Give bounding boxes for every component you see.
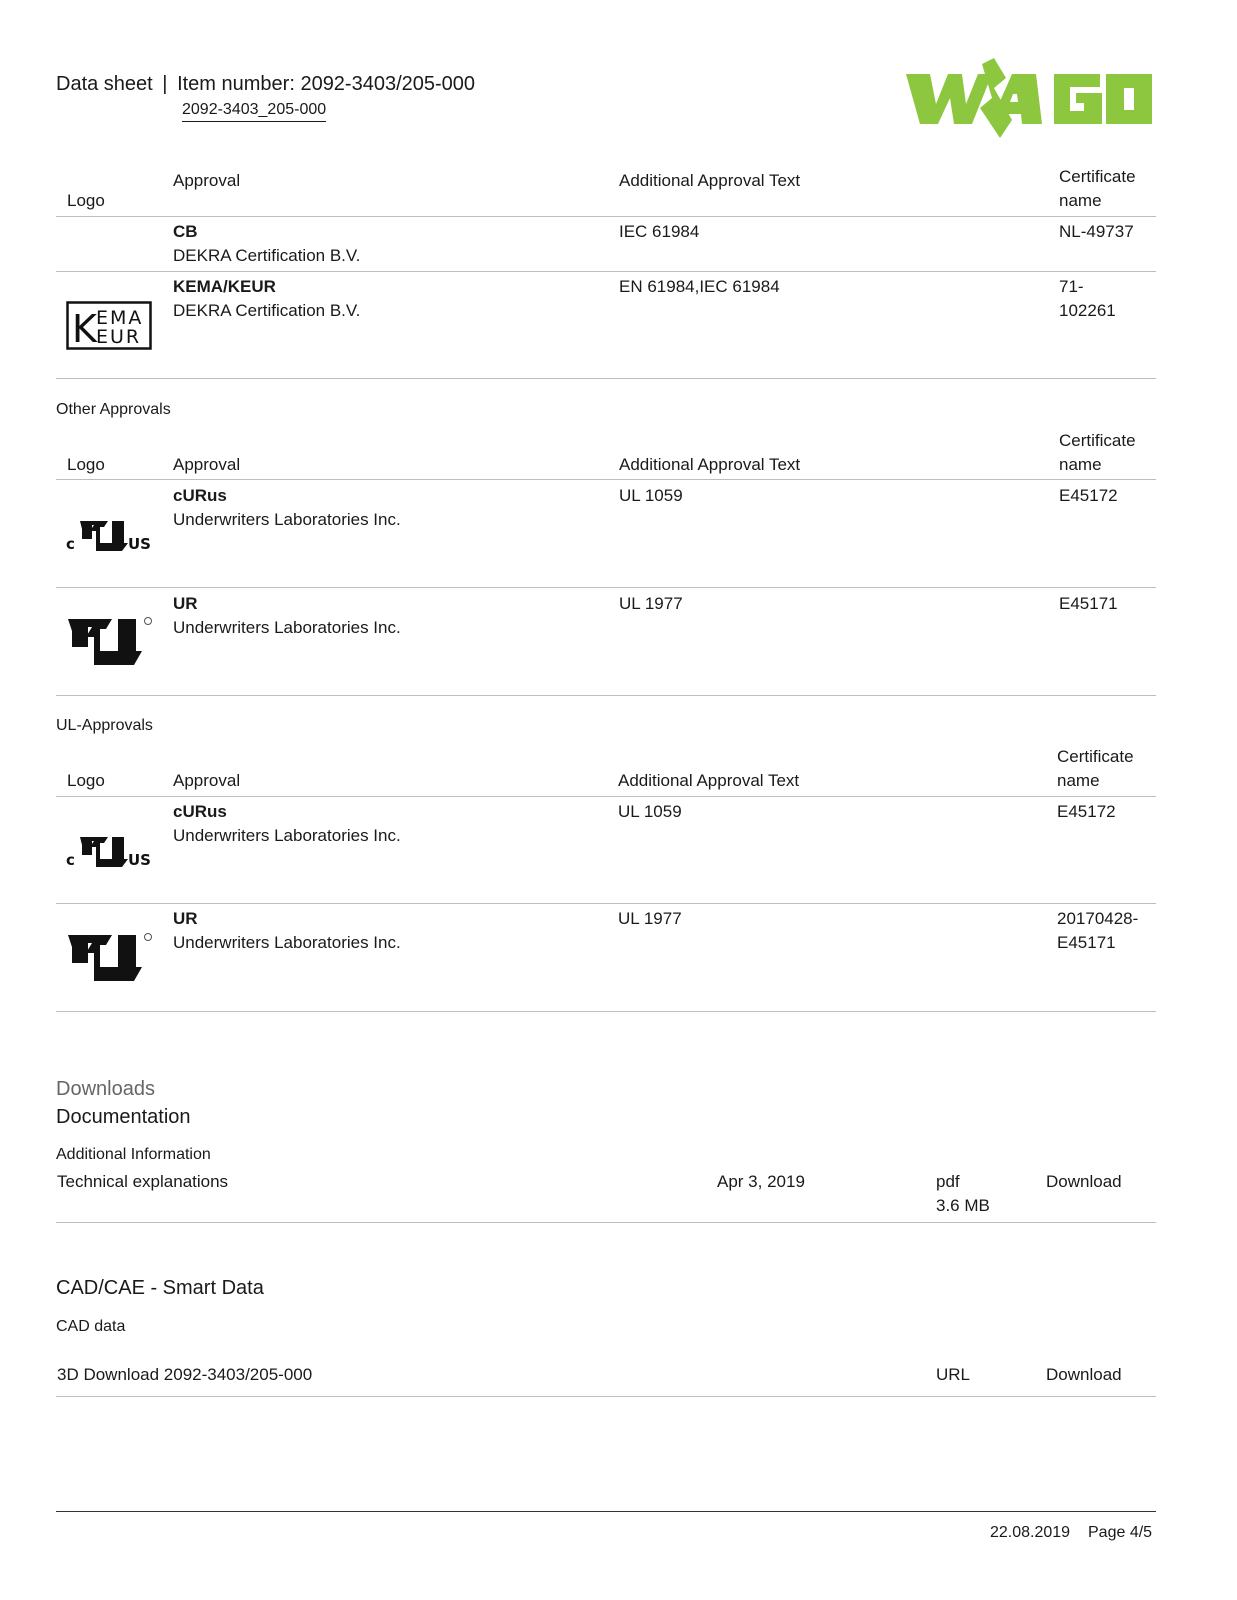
approval-cell: UR Underwriters Laboratories Inc. (173, 909, 401, 952)
certificate-cell: E45172 (1057, 802, 1116, 821)
certificate-cell: E45171 (1059, 594, 1118, 613)
cad-download-link[interactable]: Download (1046, 1365, 1122, 1384)
divider (56, 903, 1156, 904)
col-additional-header: Additional Approval Text (619, 455, 801, 474)
col-approval-header: Approval (173, 771, 241, 790)
certificate-cell: 20170428- E45171 (1057, 909, 1139, 952)
approval-cell: cURus Underwriters Laboratories Inc. (173, 802, 401, 845)
certificate-cell: 71- 102261 (1059, 277, 1116, 320)
divider (56, 479, 1156, 480)
additional-cell: IEC 61984 (619, 222, 700, 241)
cad-name: 3D Download 2092-3403/205-000 (57, 1365, 313, 1384)
svg-text:EMA: EMA (96, 307, 144, 329)
section-heading-ul-approvals: UL-Approvals (56, 717, 153, 734)
footer-date: 22.08.2019 (990, 1524, 1071, 1541)
divider (56, 271, 1156, 272)
svg-text:c: c (66, 851, 75, 869)
certificate-cell: E45172 (1059, 486, 1118, 505)
col-additional-header: Additional Approval Text (619, 171, 801, 190)
additional-cell: UL 1059 (618, 802, 682, 821)
col-approval-header: Approval (173, 455, 241, 474)
approval-cell: CB DEKRA Certification B.V. (173, 222, 361, 265)
svg-text:US: US (128, 535, 151, 553)
approval-cell: KEMA/KEUR DEKRA Certification B.V. (173, 277, 361, 320)
col-approval-header: Approval (173, 171, 241, 190)
additional-cell: EN 61984,IEC 61984 (619, 277, 780, 296)
divider (56, 695, 1156, 696)
col-additional-header: Additional Approval Text (618, 771, 800, 790)
col-certificate-header: Certificate name (1059, 167, 1136, 210)
svg-text:EUR: EUR (96, 326, 142, 348)
additional-information-heading: Additional Information (56, 1146, 211, 1163)
kema-keur-logo-icon (66, 301, 152, 350)
col-certificate-header: Certificate name (1057, 747, 1134, 790)
footer-divider (56, 1511, 1156, 1512)
divider (56, 378, 1156, 379)
additional-cell: UL 1059 (619, 486, 683, 505)
downloads-heading: Downloads (56, 1078, 155, 1100)
ur-logo-icon (66, 931, 154, 983)
approval-cell: cURus Underwriters Laboratories Inc. (173, 486, 401, 529)
svg-text:K: K (72, 307, 97, 350)
doc-download-link[interactable]: Download (1046, 1172, 1122, 1191)
cad-heading: CAD/CAE - Smart Data (56, 1277, 264, 1299)
divider (56, 216, 1156, 217)
divider (56, 1396, 1156, 1397)
doc-date: Apr 3, 2019 (717, 1172, 805, 1191)
divider (56, 1222, 1156, 1223)
col-logo-header: Logo (67, 455, 105, 474)
item-code-link[interactable]: 2092-3403_205-000 (182, 99, 326, 122)
doc-file-info: pdf 3.6 MB (936, 1172, 990, 1215)
divider (56, 796, 1156, 797)
svg-text:c: c (66, 535, 75, 553)
doc-name: Technical explanations (57, 1172, 229, 1191)
col-logo-header: Logo (67, 771, 105, 790)
additional-cell: UL 1977 (619, 594, 683, 613)
col-certificate-header: Certificate name (1059, 431, 1136, 474)
additional-cell: UL 1977 (618, 909, 682, 928)
section-heading-other-approvals: Other Approvals (56, 401, 171, 418)
divider (56, 1011, 1156, 1012)
wago-logo (904, 58, 1154, 140)
divider (56, 587, 1156, 588)
curus-logo-icon (66, 517, 154, 553)
cad-subheading: CAD data (56, 1318, 126, 1335)
page-title: Data sheet | Item number: 2092-3403/205-000 (56, 73, 476, 95)
approval-cell: UR Underwriters Laboratories Inc. (173, 594, 401, 637)
ur-logo-icon (66, 615, 154, 667)
documentation-heading: Documentation (56, 1106, 191, 1128)
certificate-cell: NL-49737 (1059, 222, 1134, 241)
col-logo-header: Logo (67, 191, 105, 210)
footer-page-number: Page 4/5 (1088, 1524, 1153, 1541)
svg-text:US: US (128, 851, 151, 869)
cad-type: URL (936, 1365, 971, 1384)
curus-logo-icon (66, 833, 154, 869)
